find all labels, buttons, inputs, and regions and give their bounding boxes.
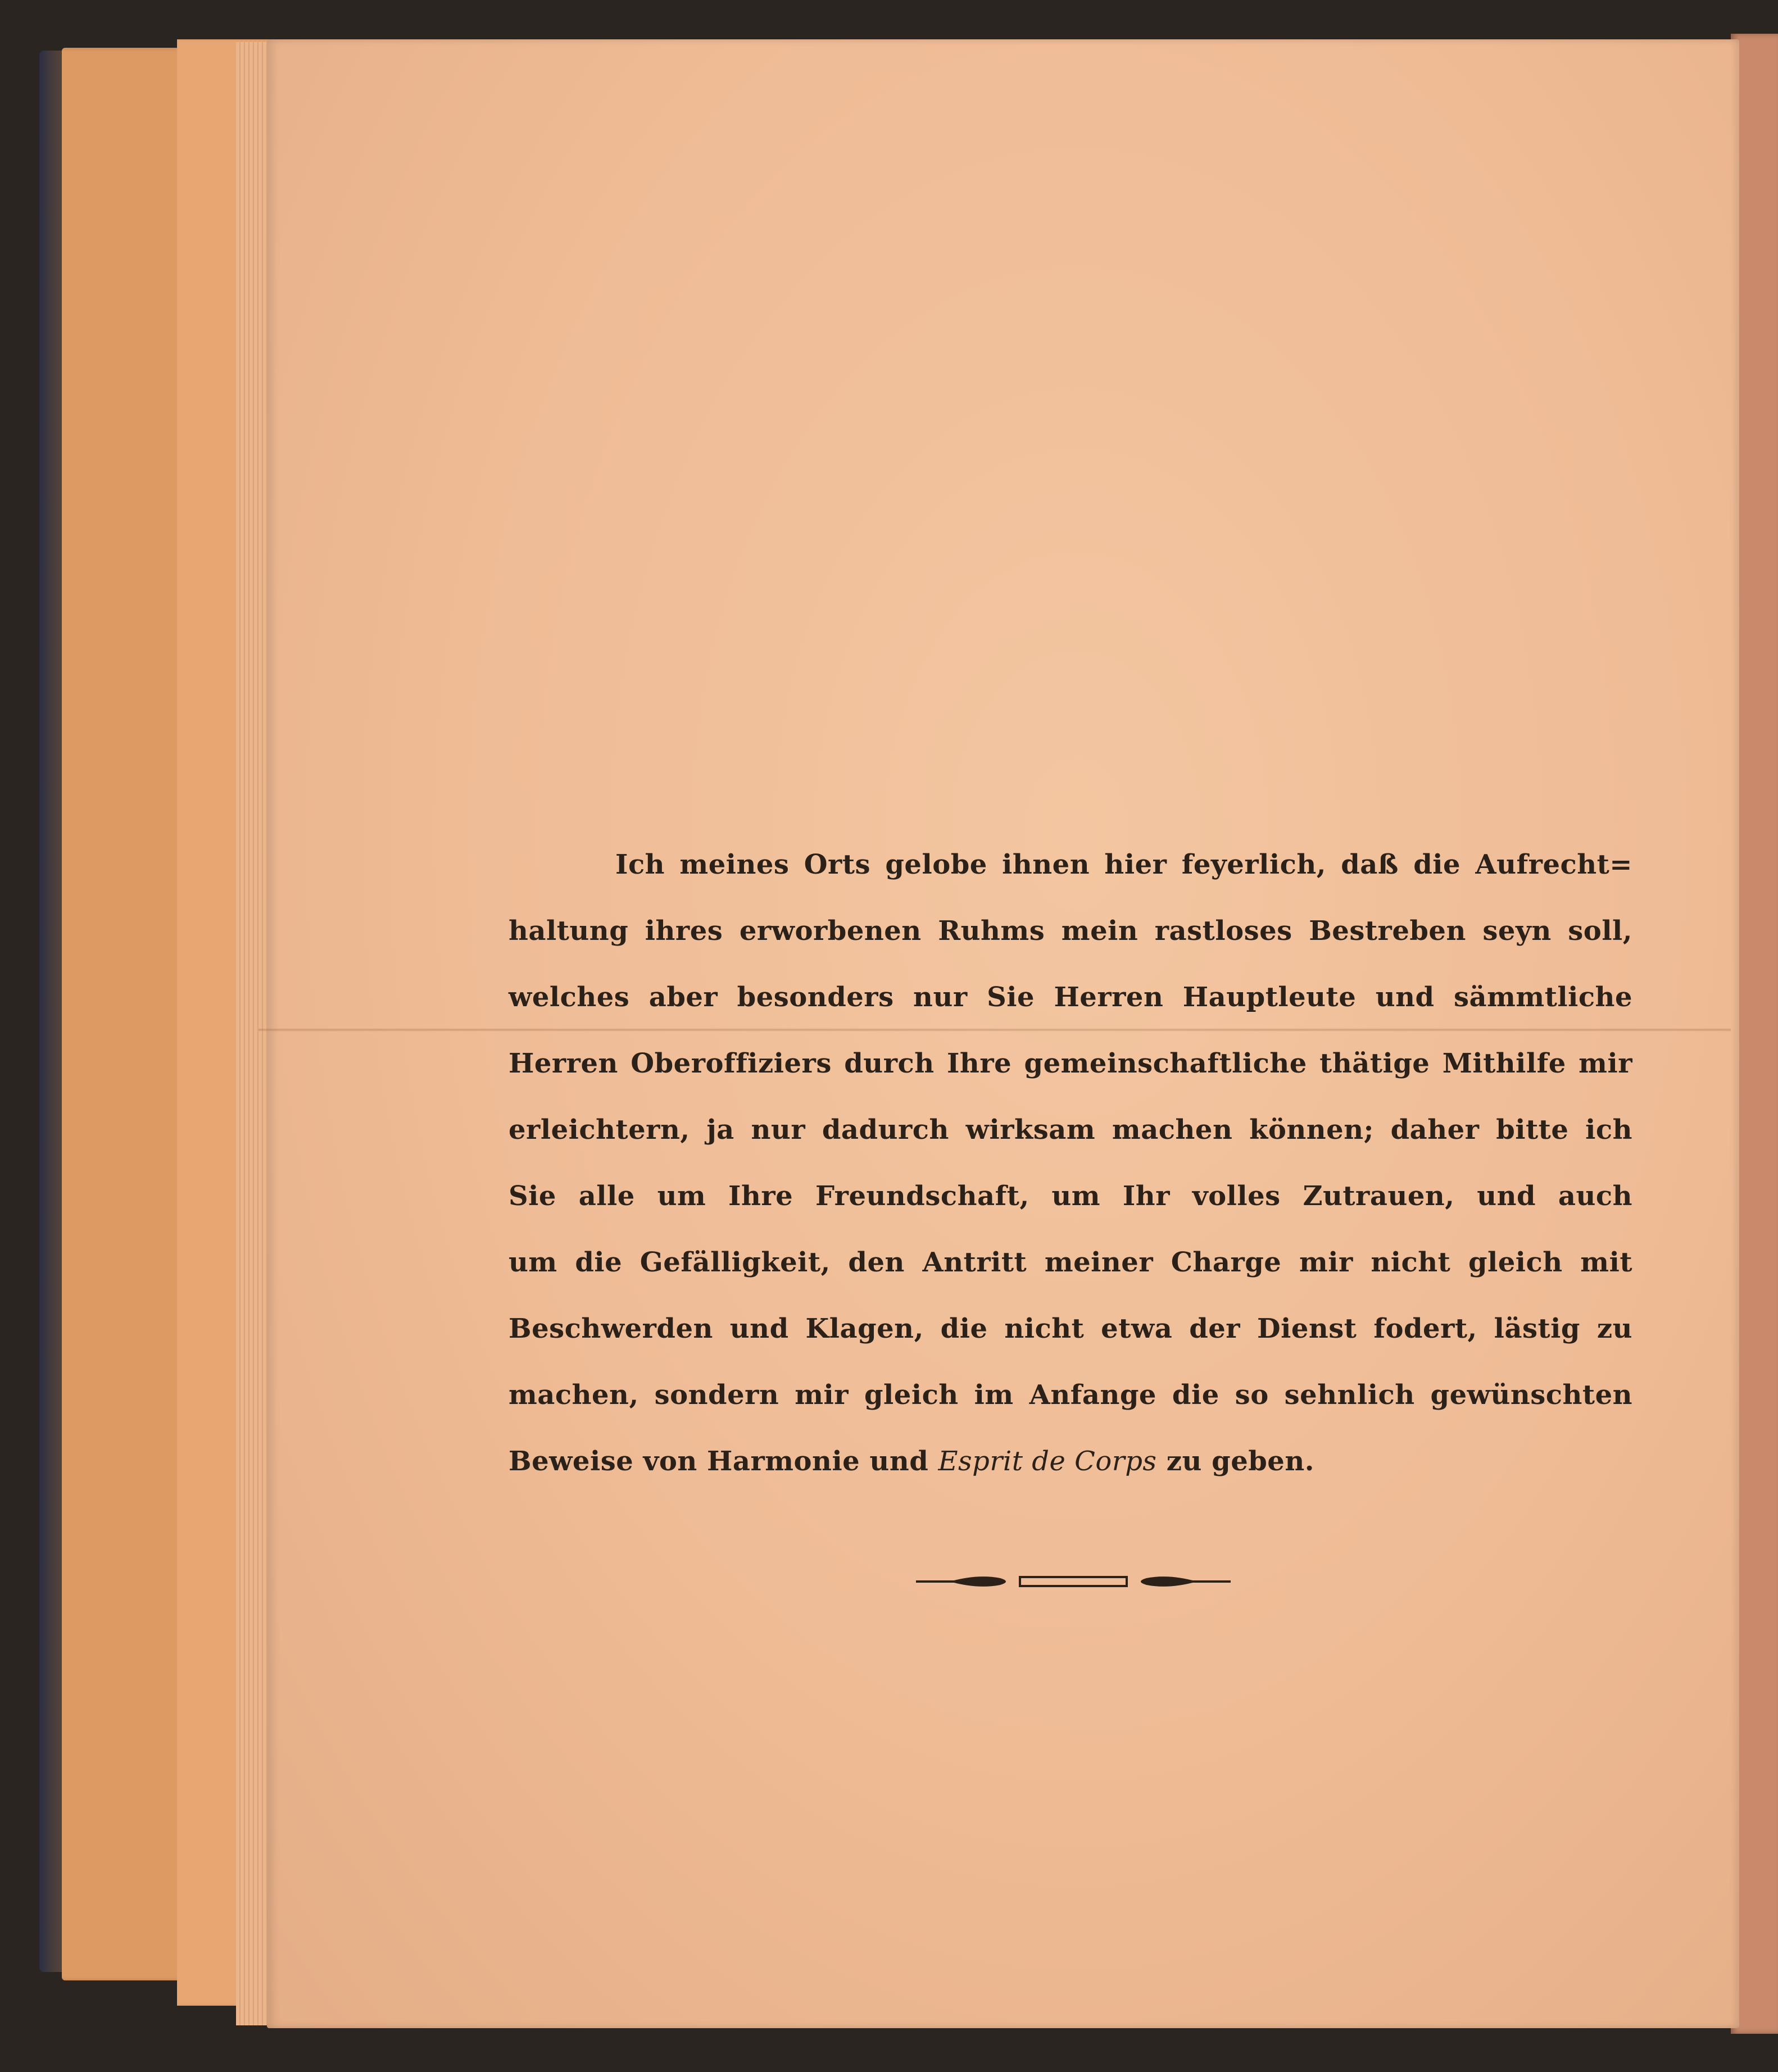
italic-phrase: Esprit de Corps [938, 1446, 1157, 1477]
text-line: Herren Oberoffiziers durch Ihre gemeinschaftliche thätige Mithilfe mir [509, 1048, 1632, 1079]
text-line: Sie alle um Ihre Freundschaft, um Ihr volles Zutrauen, und auch [509, 1180, 1632, 1212]
text-line: erleichtern, ja nur dadurch wirksam machen können; daher bitte ich [509, 1114, 1632, 1146]
text-line: haltung ihres erworbenen Ruhms mein rastloses Bestreben seyn soll, [509, 915, 1632, 947]
text-line: machen, sondern mir gleich im Anfange die so sehnlich gewünschten [509, 1379, 1632, 1411]
page-edges [236, 42, 270, 2025]
ornament-divider [916, 1570, 1231, 1593]
text-line: Ich meines Orts gelobe ihnen hier feyerlich, daß die Aufrecht= [615, 849, 1632, 880]
text-line: welches aber besonders nur Sie Herren Hauptleute und sämmtliche [509, 982, 1632, 1013]
last-line-end: zu geben. [1156, 1446, 1314, 1477]
text-line: Beschwerden und Klagen, die nicht etwa der Dienst fodert, lästig zu [509, 1313, 1632, 1344]
body-paragraph [509, 831, 1632, 1494]
text-line-last [509, 1428, 1632, 1494]
last-line-start: Beweise von Harmonie und [509, 1446, 938, 1477]
text-line: um die Gefälligkeit, den Antritt meiner Charge mir nicht gleich mit [509, 1247, 1632, 1278]
